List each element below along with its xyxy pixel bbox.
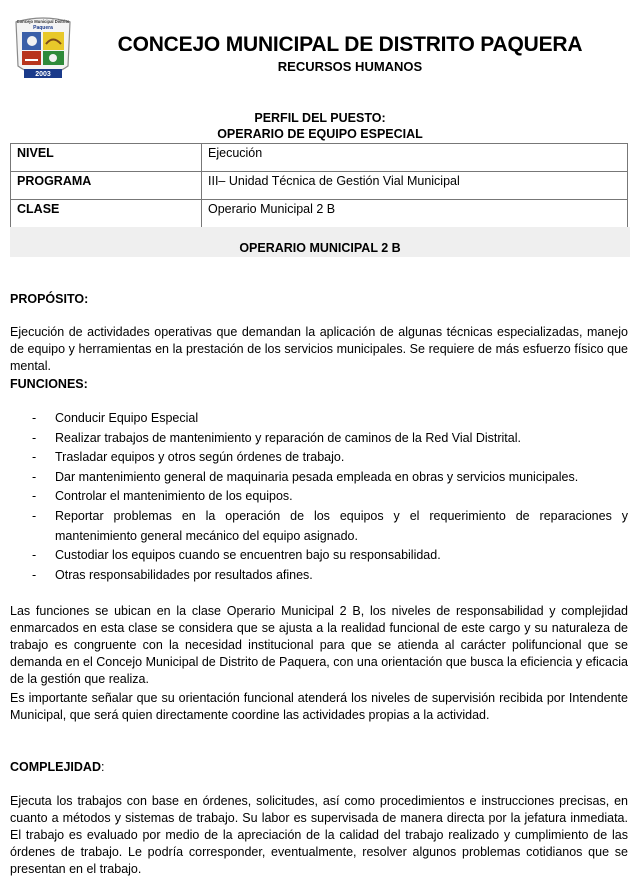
list-item [10, 429, 628, 449]
list-item [10, 546, 628, 566]
function-text: Otras responsabilidades por resultados afines. [55, 567, 313, 582]
table-row [11, 172, 628, 200]
functions-list [10, 409, 628, 585]
position-info-table [10, 143, 628, 228]
function-text: Reportar problemas en la operación de los equipos y el requerimiento de reparaciones y mantenimiento general mecánico del equipo asignado. [55, 508, 628, 543]
complexity-heading-line [10, 760, 104, 774]
purpose-heading: PROPÓSITO: [10, 292, 89, 306]
function-text: Controlar el mantenimiento de los equipos. [55, 489, 293, 504]
list-item [10, 507, 628, 546]
function-text: Realizar trabajos de mantenimiento y reparación de caminos de la Red Vial Distrital. [55, 430, 521, 445]
profile-title: PERFIL DEL PUESTO: [254, 111, 386, 125]
functions-heading: FUNCIONES: [10, 377, 88, 391]
purpose-text: Ejecución de actividades operativas que demandan la aplicación de algunas técnicas especializadas, manejo de equipo y herramientas en la prestación de los servicios municipales. Se requiere de más esfuerzo físico que mental. [10, 325, 628, 373]
function-text: Trasladar equipos y otros según órdenes de trabajo. [55, 450, 345, 465]
class-band-title: OPERARIO MUNICIPAL 2 B [10, 227, 630, 257]
list-bullet: - [32, 508, 37, 523]
info-value: Ejecución [202, 144, 628, 172]
function-text: Conducir Equipo Especial [55, 411, 199, 425]
list-bullet: - [32, 489, 37, 504]
info-key: PROGRAMA [11, 172, 202, 200]
svg-text:2003: 2003 [35, 71, 51, 78]
list-bullet: - [32, 567, 37, 582]
department-subtitle: RECURSOS HUMANOS [277, 59, 423, 74]
functions-paragraph: Las funciones se ubican en la clase Operario Municipal 2 B, los niveles de responsabilidad y complejidad enmarcados en esta clase se considera que se ajusta a la realidad funcional de este cargo y su naturaleza de trabajo es congruente con la necesidad institucional para que se atienda al carácter polifuncional que se demanda en el Concejo Municipal de Distrito de Paquera, con una orientación que busca la eficiencia y eficacia de la gestión que realiza. [10, 604, 628, 686]
info-key: CLASE [11, 200, 202, 228]
list-item [10, 468, 628, 488]
list-bullet: - [32, 548, 37, 563]
list-bullet: - [32, 450, 37, 465]
list-item [10, 566, 628, 586]
table-row [11, 200, 628, 228]
list-item [10, 487, 628, 507]
list-item [10, 448, 628, 468]
complexity-heading: COMPLEJIDAD [10, 760, 101, 774]
complexity-text: Ejecuta los trabajos con base en órdenes, solicitudes, así como procedimientos e instrucciones precisas, en cuanto a métodos y sistemas de trabajo. Su labor es supervisada de manera directa por la jefatura inmediata. El trabajo es evaluado por medio de la apreciación de la calidad del trabajo realizado y cumplimiento de las órdenes de trabajo. Le podría corresponder, eventualmente, resolver algunos problemas cotidianos que se presentan en el trabajo. [10, 794, 628, 876]
svg-text:Paquera: Paquera [33, 25, 53, 31]
table-row [11, 144, 628, 172]
complexity-heading-colon: : [100, 760, 105, 774]
list-bullet: - [32, 469, 37, 484]
profile-position-title: OPERARIO DE EQUIPO ESPECIAL [217, 127, 423, 141]
svg-text:Concejo Municipal Distrito: Concejo Municipal Distrito [16, 19, 70, 24]
info-value: III– Unidad Técnica de Gestión Vial Municipal [202, 172, 628, 200]
info-value: Operario Municipal 2 B [202, 200, 628, 228]
info-key: NIVEL [11, 144, 202, 172]
organization-title: CONCEJO MUNICIPAL DE DISTRITO PAQUERA [117, 33, 583, 56]
list-bullet: - [32, 411, 37, 425]
list-bullet: - [32, 430, 37, 445]
list-item [10, 409, 628, 429]
supervision-paragraph: Es importante señalar que su orientación funcional atenderá los niveles de supervisión recibida por Intendente Municipal, que será quien directamente coordine las actividades propias a la actividad. [10, 691, 628, 722]
function-text: Custodiar los equipos cuando se encuentren bajo su responsabilidad. [55, 548, 441, 563]
function-text: Dar mantenimiento general de maquinaria pesada empleada en obras y servicios municipales. [55, 469, 579, 484]
